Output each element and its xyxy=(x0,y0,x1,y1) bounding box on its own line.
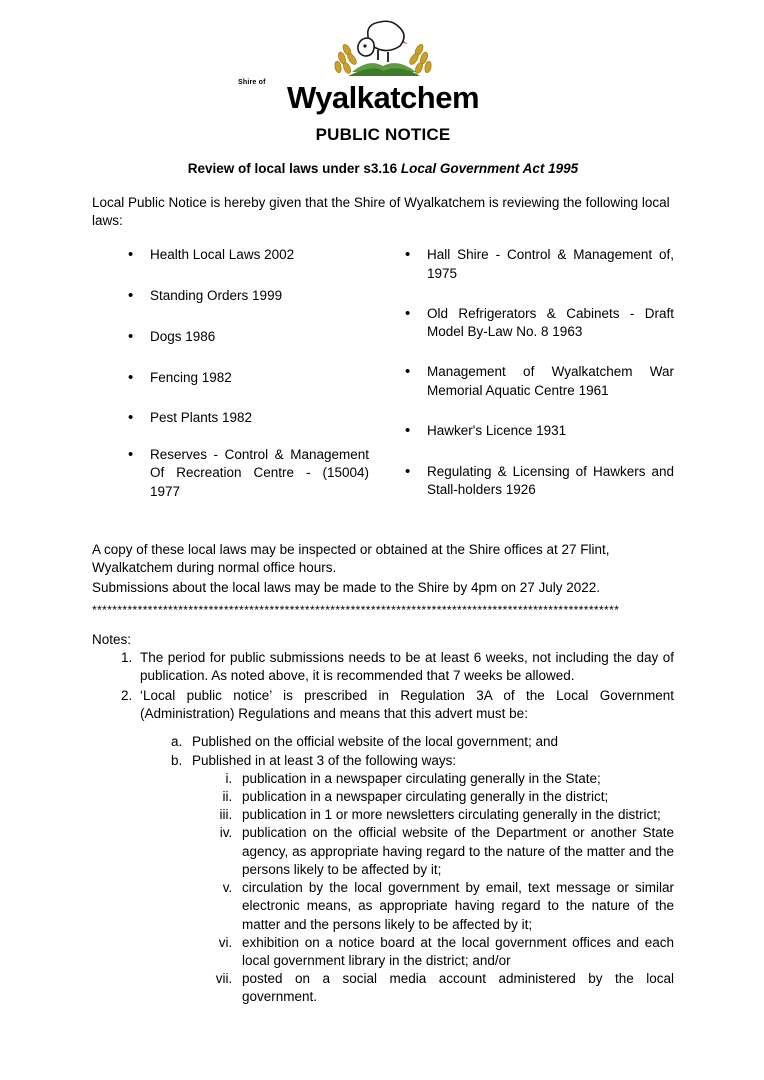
list-item xyxy=(128,287,369,306)
list-item xyxy=(186,752,674,1007)
list-item xyxy=(405,422,674,441)
subtitle-plain: Review of local laws under s3.16 xyxy=(187,161,401,176)
note-text: ‘Local public notice’ is prescribed in Regulation 3A of the Local Government (Administration) Regulations and means that this advert must be: xyxy=(140,687,674,722)
law-name: Regulating & Licensing of Hawkers and Stall-holders 1926 xyxy=(427,463,674,497)
law-name: Standing Orders 1999 xyxy=(150,288,283,304)
notes-list xyxy=(92,649,674,1007)
list-item: v. circulation by the local government by email, text message or similar electronic means, as appropriate having regard to the nature of the matter and the persons likely to be affected by it; xyxy=(236,879,674,934)
asterisk-divider: ******************************************************************************************************** xyxy=(92,603,620,616)
list-item: vi. exhibition on a notice board at the local government offices and each local government library in the district; and/or xyxy=(236,934,674,970)
bullet-icon: • xyxy=(128,368,134,386)
copy-availability-paragraph: A copy of these local laws may be inspected or obtained at the Shire offices at 27 Flint, Wyalkatchem during normal office hours. xyxy=(92,541,610,576)
list-item: ii. publication in a newspaper circulating generally in the district; xyxy=(236,788,674,806)
publication-ways-list xyxy=(192,770,674,1007)
bullet-icon: • xyxy=(128,287,134,305)
bullet-icon: • xyxy=(405,421,411,439)
bullet-icon: • xyxy=(128,246,134,264)
list-item xyxy=(405,363,674,399)
list-item: i. publication in a newspaper circulating generally in the State; xyxy=(236,770,674,788)
list-item: a. Published on the official website of the local government; and xyxy=(186,733,674,751)
list-item: vii. posted on a social media account administered by the local government. xyxy=(236,970,674,1006)
list-item: iv. publication on the official website of the Department or another State agency, as appropriate having regard to the nature of the matter and the persons likely to be affected by it; xyxy=(236,824,674,879)
law-name: Health Local Laws 2002 xyxy=(150,247,295,263)
list-item xyxy=(128,409,369,428)
bullet-icon: • xyxy=(405,462,411,480)
list-item xyxy=(128,369,369,388)
page-title: PUBLIC NOTICE xyxy=(315,125,451,144)
law-name: Hall Shire - Control & Management of, 1975 xyxy=(427,247,674,281)
shire-logo xyxy=(92,14,674,113)
local-laws-list xyxy=(92,246,674,522)
list-item: 1. The period for public submissions needs to be at least 6 weeks, not including the day of publication. As noted above, it is recommended that 7 weeks be allowed. xyxy=(136,649,674,685)
law-name: Old Refrigerators & Cabinets - Draft Model By-Law No. 8 1963 xyxy=(427,305,674,340)
law-name: Reserves - Control & Management Of Recreation Centre - (15004) 1977 xyxy=(150,447,369,499)
list-item: iii. publication in 1 or more newsletters circulating generally in the district; xyxy=(236,806,674,824)
law-name: Dogs 1986 xyxy=(150,328,216,344)
intro-paragraph: Local Public Notice is hereby given that the Shire of Wyalkatchem is reviewing the following local laws: xyxy=(92,195,670,229)
law-name: Management of Wyalkatchem War Memorial Aquatic Centre 1961 xyxy=(427,364,674,398)
logo-shire-of-text: Shire of xyxy=(238,79,266,86)
bullet-icon: • xyxy=(405,304,411,322)
logo-wordmark: Wyalkatchem xyxy=(286,80,480,115)
sub-note-text: Published in at least 3 of the following ways: xyxy=(192,752,457,768)
list-item xyxy=(405,246,674,282)
notes-sublist xyxy=(140,733,674,1006)
list-item xyxy=(128,328,369,347)
law-name: Pest Plants 1982 xyxy=(150,410,253,426)
submissions-paragraph: Submissions about the local laws may be made to the Shire by 4pm on 27 July 2022. xyxy=(92,580,601,596)
list-item xyxy=(405,305,674,341)
bullet-icon: • xyxy=(405,246,411,264)
notes-label: Notes: xyxy=(92,631,132,647)
bullet-icon: • xyxy=(405,363,411,381)
bullet-icon: • xyxy=(128,327,134,345)
page-subtitle xyxy=(92,161,674,176)
sheep-wheat-crest-icon xyxy=(324,14,442,86)
list-item xyxy=(405,463,674,499)
list-item xyxy=(136,687,674,1007)
bullet-icon: • xyxy=(128,446,134,464)
bullet-icon: • xyxy=(128,409,134,427)
local-laws-column-right xyxy=(383,246,674,522)
list-item xyxy=(128,446,369,501)
local-laws-column-left xyxy=(92,246,383,522)
list-item xyxy=(128,246,369,265)
law-name: Hawker's Licence 1931 xyxy=(427,422,567,438)
law-name: Fencing 1982 xyxy=(150,369,232,385)
subtitle-act-name: Local Government Act 1995 xyxy=(400,161,579,176)
